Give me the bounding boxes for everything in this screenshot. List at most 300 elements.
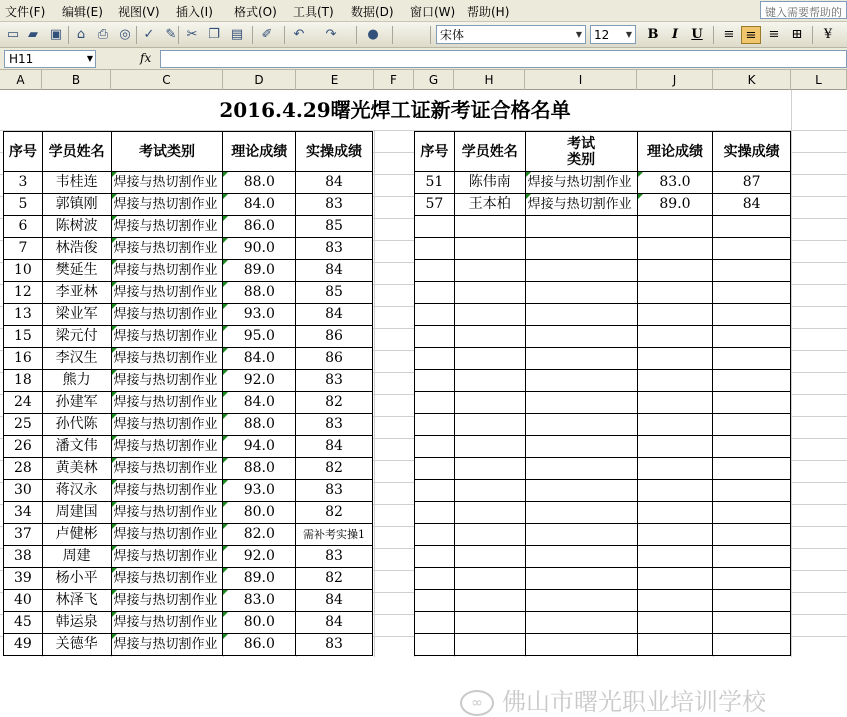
name-cell[interactable] xyxy=(454,348,525,370)
name-cell[interactable]: 梁元付 xyxy=(42,326,111,348)
practical-score-cell[interactable]: 82 xyxy=(296,392,373,414)
column-header-j[interactable]: J xyxy=(637,70,713,90)
seq-cell[interactable]: 12 xyxy=(4,282,43,304)
practical-score-cell[interactable]: 84 xyxy=(296,612,373,634)
exam-type-cell[interactable]: 焊接与热切割作业 xyxy=(525,194,637,216)
name-cell[interactable] xyxy=(454,260,525,282)
theory-score-cell[interactable]: 86.0 xyxy=(223,634,296,656)
theory-score-cell[interactable] xyxy=(637,238,713,260)
menu-item[interactable]: 插入(I) xyxy=(176,5,213,19)
table-row xyxy=(4,348,373,370)
theory-score-cell[interactable]: 88.0 xyxy=(223,282,296,304)
exam-type-cell[interactable] xyxy=(525,590,637,612)
practical-score-cell[interactable] xyxy=(713,348,791,370)
redo-icon[interactable]: ↷ xyxy=(325,27,337,42)
name-cell[interactable] xyxy=(454,414,525,436)
name-cell[interactable]: 韦桂连 xyxy=(42,172,111,194)
theory-score-cell[interactable] xyxy=(637,524,713,546)
column-header-cell[interactable]: 学员姓名 xyxy=(42,132,111,172)
theory-score-cell[interactable] xyxy=(637,502,713,524)
table-row xyxy=(415,634,791,656)
menu-item[interactable]: 窗口(W) xyxy=(410,5,456,19)
theory-score-cell[interactable] xyxy=(637,612,713,634)
name-cell[interactable] xyxy=(454,612,525,634)
practical-score-cell[interactable]: 83 xyxy=(296,370,373,392)
practical-score-cell[interactable]: 87 xyxy=(713,172,791,194)
name-cell[interactable] xyxy=(454,392,525,414)
name-cell[interactable] xyxy=(454,282,525,304)
table-row xyxy=(4,238,373,260)
menu-item[interactable]: 格式(O) xyxy=(234,5,277,19)
gridline-vertical xyxy=(791,90,792,657)
practical-score-cell[interactable] xyxy=(713,304,791,326)
exam-type-cell[interactable] xyxy=(525,304,637,326)
table-row xyxy=(415,216,791,238)
seq-cell[interactable] xyxy=(415,458,455,480)
theory-score-cell[interactable]: 84.0 xyxy=(223,392,296,414)
seq-cell[interactable] xyxy=(415,502,455,524)
name-cell[interactable]: 蒋汉永 xyxy=(42,480,111,502)
print-icon[interactable]: ⎙ xyxy=(97,27,109,42)
seq-cell[interactable]: 28 xyxy=(4,458,43,480)
name-cell[interactable] xyxy=(454,458,525,480)
exam-type-cell[interactable]: 焊接与热切割作业 xyxy=(111,370,223,392)
practical-score-cell[interactable] xyxy=(713,392,791,414)
exam-type-cell[interactable] xyxy=(525,568,637,590)
theory-score-cell[interactable]: 83.0 xyxy=(223,590,296,612)
name-cell[interactable]: 熊力 xyxy=(42,370,111,392)
theory-score-cell[interactable] xyxy=(637,568,713,590)
column-header-b[interactable]: B xyxy=(42,70,111,90)
practical-score-cell[interactable] xyxy=(713,414,791,436)
practical-score-cell[interactable] xyxy=(713,260,791,282)
name-cell[interactable] xyxy=(454,546,525,568)
practical-score-cell[interactable]: 82 xyxy=(296,502,373,524)
font-size-select[interactable] xyxy=(590,25,636,44)
underline-button[interactable]: U xyxy=(691,27,703,42)
seq-cell[interactable] xyxy=(415,524,455,546)
exam-type-cell[interactable]: 焊接与热切割作业 xyxy=(111,546,223,568)
table-row xyxy=(4,612,373,634)
column-header-cell[interactable]: 考试类别 xyxy=(111,132,223,172)
seq-cell[interactable]: 3 xyxy=(4,172,43,194)
seq-cell[interactable]: 5 xyxy=(4,194,43,216)
name-cell[interactable]: 周建国 xyxy=(42,502,111,524)
exam-type-cell[interactable]: 焊接与热切割作业 xyxy=(111,172,223,194)
menu-item[interactable]: 帮助(H) xyxy=(467,5,510,19)
column-header-cell[interactable]: 实操成绩 xyxy=(296,132,373,172)
exam-type-cell[interactable]: 焊接与热切割作业 xyxy=(111,458,223,480)
name-cell[interactable] xyxy=(454,480,525,502)
theory-score-cell[interactable]: 84.0 xyxy=(223,194,296,216)
exam-type-cell[interactable]: 焊接与热切割作业 xyxy=(111,590,223,612)
theory-score-cell[interactable]: 90.0 xyxy=(223,238,296,260)
theory-score-cell[interactable]: 88.0 xyxy=(223,414,296,436)
seq-cell[interactable] xyxy=(415,238,455,260)
save-icon[interactable]: ▣ xyxy=(49,27,63,42)
seq-cell[interactable]: 57 xyxy=(415,194,455,216)
seq-cell[interactable]: 6 xyxy=(4,216,43,238)
table-row xyxy=(415,524,791,546)
align-left-icon[interactable]: ≡ xyxy=(723,27,735,42)
column-header-h[interactable]: H xyxy=(454,70,525,90)
exam-type-cell[interactable] xyxy=(525,260,637,282)
name-cell[interactable] xyxy=(454,502,525,524)
toolbar-separator xyxy=(252,26,253,44)
seq-cell[interactable] xyxy=(415,414,455,436)
exam-type-cell[interactable] xyxy=(525,282,637,304)
exam-type-cell[interactable]: 焊接与热切割作业 xyxy=(111,304,223,326)
theory-score-cell[interactable] xyxy=(637,546,713,568)
seq-cell[interactable] xyxy=(415,216,455,238)
practical-score-cell[interactable] xyxy=(713,458,791,480)
seq-cell[interactable] xyxy=(415,568,455,590)
practical-score-cell[interactable]: 84 xyxy=(296,590,373,612)
worksheet[interactable] xyxy=(0,90,847,716)
name-cell[interactable] xyxy=(454,590,525,612)
name-cell[interactable]: 李亚林 xyxy=(42,282,111,304)
practical-score-cell[interactable] xyxy=(713,590,791,612)
practical-score-cell[interactable]: 86 xyxy=(296,326,373,348)
exam-type-cell[interactable]: 焊接与热切割作业 xyxy=(111,216,223,238)
practical-score-cell[interactable]: 83 xyxy=(296,634,373,656)
theory-score-cell[interactable]: 86.0 xyxy=(223,216,296,238)
theory-score-cell[interactable]: 93.0 xyxy=(223,480,296,502)
function-icon[interactable]: fx xyxy=(140,51,152,65)
name-cell[interactable] xyxy=(454,326,525,348)
column-header-e[interactable]: E xyxy=(296,70,374,90)
practical-score-cell[interactable]: 84 xyxy=(296,436,373,458)
name-cell[interactable]: 韩运泉 xyxy=(42,612,111,634)
seq-cell[interactable]: 7 xyxy=(4,238,43,260)
column-header-cell[interactable]: 序号 xyxy=(4,132,43,172)
exam-type-cell[interactable] xyxy=(525,348,637,370)
exam-type-cell[interactable] xyxy=(525,370,637,392)
practical-score-cell[interactable]: 85 xyxy=(296,216,373,238)
practical-score-cell[interactable] xyxy=(713,238,791,260)
exam-type-cell[interactable]: 焊接与热切割作业 xyxy=(111,260,223,282)
seq-cell[interactable]: 51 xyxy=(415,172,455,194)
seq-cell[interactable] xyxy=(415,370,455,392)
seq-cell[interactable] xyxy=(415,546,455,568)
name-cell[interactable] xyxy=(454,524,525,546)
practical-score-cell[interactable]: 84 xyxy=(296,172,373,194)
seq-cell[interactable]: 49 xyxy=(4,634,43,656)
exam-type-cell[interactable] xyxy=(525,480,637,502)
exam-type-cell[interactable] xyxy=(525,634,637,656)
seq-cell[interactable]: 16 xyxy=(4,348,43,370)
seq-cell[interactable] xyxy=(415,326,455,348)
practical-score-cell[interactable] xyxy=(713,436,791,458)
column-header-cell[interactable]: 实操成绩 xyxy=(713,132,791,172)
name-cell[interactable]: 王本柏 xyxy=(454,194,525,216)
seq-cell[interactable]: 15 xyxy=(4,326,43,348)
formula-input[interactable] xyxy=(160,50,847,68)
name-cell[interactable]: 孙代陈 xyxy=(42,414,111,436)
name-cell[interactable] xyxy=(454,238,525,260)
practical-score-cell[interactable] xyxy=(713,568,791,590)
menu-bar xyxy=(0,0,847,22)
theory-score-cell[interactable] xyxy=(637,634,713,656)
seq-cell[interactable] xyxy=(415,260,455,282)
paste-icon[interactable]: ▤ xyxy=(230,27,244,42)
exam-type-cell[interactable]: 焊接与热切割作业 xyxy=(111,238,223,260)
exam-type-cell[interactable]: 焊接与热切割作业 xyxy=(111,282,223,304)
theory-score-cell[interactable]: 95.0 xyxy=(223,326,296,348)
exam-type-cell[interactable]: 焊接与热切割作业 xyxy=(111,326,223,348)
help-search-input[interactable]: 键入需要帮助的 xyxy=(760,1,847,19)
column-header-g[interactable]: G xyxy=(414,70,454,90)
column-header-i[interactable]: I xyxy=(525,70,637,90)
seq-cell[interactable]: 10 xyxy=(4,260,43,282)
seq-cell[interactable]: 34 xyxy=(4,502,43,524)
name-cell[interactable]: 关德华 xyxy=(42,634,111,656)
practical-score-cell[interactable]: 86 xyxy=(296,348,373,370)
practical-score-cell[interactable]: 83 xyxy=(296,238,373,260)
seq-cell[interactable] xyxy=(415,304,455,326)
column-header-d[interactable]: D xyxy=(223,70,296,90)
menu-item[interactable]: 视图(V) xyxy=(118,5,160,19)
theory-score-cell[interactable] xyxy=(637,326,713,348)
practical-score-cell[interactable]: 84 xyxy=(296,260,373,282)
name-cell[interactable]: 陈树波 xyxy=(42,216,111,238)
seq-cell[interactable]: 25 xyxy=(4,414,43,436)
bold-button[interactable]: B xyxy=(647,27,659,42)
column-header-cell[interactable]: 学员姓名 xyxy=(454,132,525,172)
theory-score-cell[interactable] xyxy=(637,260,713,282)
exam-type-cell[interactable]: 焊接与热切割作业 xyxy=(111,634,223,656)
seq-cell[interactable]: 13 xyxy=(4,304,43,326)
currency-icon[interactable]: ¥ xyxy=(823,27,833,42)
practical-score-cell[interactable]: 85 xyxy=(296,282,373,304)
exam-type-cell[interactable] xyxy=(525,458,637,480)
theory-score-cell[interactable]: 84.0 xyxy=(223,348,296,370)
exam-type-cell[interactable]: 焊接与热切割作业 xyxy=(111,348,223,370)
theory-score-cell[interactable]: 92.0 xyxy=(223,370,296,392)
name-cell[interactable]: 潘文伟 xyxy=(42,436,111,458)
exam-type-cell[interactable]: 焊接与热切割作业 xyxy=(111,480,223,502)
name-cell[interactable] xyxy=(454,634,525,656)
seq-cell[interactable]: 39 xyxy=(4,568,43,590)
theory-score-cell[interactable] xyxy=(637,414,713,436)
theory-score-cell[interactable] xyxy=(637,458,713,480)
name-cell[interactable] xyxy=(454,304,525,326)
seq-cell[interactable] xyxy=(415,392,455,414)
seq-cell[interactable]: 45 xyxy=(4,612,43,634)
seq-cell[interactable] xyxy=(415,590,455,612)
theory-score-cell[interactable]: 94.0 xyxy=(223,436,296,458)
theory-score-cell[interactable]: 88.0 xyxy=(223,172,296,194)
practical-score-cell[interactable] xyxy=(713,216,791,238)
name-box[interactable] xyxy=(4,50,96,68)
name-cell[interactable]: 李汉生 xyxy=(42,348,111,370)
name-cell[interactable]: 郭镇刚 xyxy=(42,194,111,216)
toolbar xyxy=(0,22,847,48)
theory-score-cell[interactable] xyxy=(637,282,713,304)
seq-cell[interactable]: 37 xyxy=(4,524,43,546)
italic-button[interactable]: I xyxy=(671,27,679,42)
theory-score-cell[interactable]: 83.0 xyxy=(637,172,713,194)
cut-icon[interactable]: ✂ xyxy=(186,27,198,42)
merge-center-icon[interactable]: ⊞ xyxy=(791,27,803,42)
seq-cell[interactable] xyxy=(415,348,455,370)
align-right-icon[interactable]: ≡ xyxy=(768,27,780,42)
table-row xyxy=(415,172,791,194)
exam-type-cell[interactable]: 焊接与热切割作业 xyxy=(111,612,223,634)
seq-cell[interactable] xyxy=(415,282,455,304)
toolbar-separator xyxy=(812,26,813,44)
practical-score-cell[interactable]: 83 xyxy=(296,546,373,568)
name-cell[interactable]: 卢健彬 xyxy=(42,524,111,546)
align-center-icon[interactable]: ≡ xyxy=(741,26,761,44)
column-header-k[interactable]: K xyxy=(713,70,791,90)
practical-score-cell[interactable] xyxy=(713,370,791,392)
practical-score-cell[interactable]: 83 xyxy=(296,480,373,502)
seq-cell[interactable] xyxy=(415,612,455,634)
table-row xyxy=(4,370,373,392)
undo-icon[interactable]: ↶ xyxy=(293,27,305,42)
practical-score-cell[interactable] xyxy=(713,480,791,502)
seq-cell[interactable]: 30 xyxy=(4,480,43,502)
theory-score-cell[interactable] xyxy=(637,392,713,414)
theory-score-cell[interactable]: 88.0 xyxy=(223,458,296,480)
practical-score-cell[interactable]: 82 xyxy=(296,568,373,590)
column-header-cell[interactable]: 序号 xyxy=(415,132,455,172)
theory-score-cell[interactable]: 93.0 xyxy=(223,304,296,326)
name-cell[interactable] xyxy=(454,436,525,458)
hyperlink-icon[interactable]: ● xyxy=(367,27,379,42)
theory-score-cell[interactable] xyxy=(637,304,713,326)
column-header-c[interactable]: C xyxy=(111,70,223,90)
table-header-row xyxy=(415,132,791,172)
menu-item[interactable]: 工具(T) xyxy=(293,5,334,19)
exam-type-cell[interactable] xyxy=(525,326,637,348)
seq-cell[interactable] xyxy=(415,480,455,502)
practical-score-cell[interactable] xyxy=(713,502,791,524)
table-row xyxy=(415,414,791,436)
theory-score-cell[interactable]: 89.0 xyxy=(223,260,296,282)
theory-score-cell[interactable] xyxy=(637,480,713,502)
exam-type-cell[interactable]: 焊接与热切割作业 xyxy=(525,172,637,194)
exam-type-cell[interactable]: 焊接与热切割作业 xyxy=(111,502,223,524)
exam-type-cell[interactable] xyxy=(525,436,637,458)
research-icon[interactable]: ✎ xyxy=(165,27,177,42)
menu-item[interactable]: 数据(D) xyxy=(351,5,394,19)
practical-score-cell[interactable]: 需补考实操1 xyxy=(296,524,373,546)
name-cell[interactable]: 樊延生 xyxy=(42,260,111,282)
name-cell[interactable]: 杨小平 xyxy=(42,568,111,590)
practical-score-cell[interactable] xyxy=(713,282,791,304)
exam-type-cell[interactable] xyxy=(525,546,637,568)
theory-score-cell[interactable] xyxy=(637,216,713,238)
name-cell[interactable] xyxy=(454,370,525,392)
theory-score-cell[interactable] xyxy=(637,348,713,370)
theory-score-cell[interactable] xyxy=(637,590,713,612)
theory-score-cell[interactable]: 80.0 xyxy=(223,612,296,634)
exam-type-cell[interactable]: 焊接与热切割作业 xyxy=(111,436,223,458)
seq-cell[interactable]: 38 xyxy=(4,546,43,568)
copy-icon[interactable]: ❐ xyxy=(208,27,220,42)
exam-type-cell[interactable] xyxy=(525,524,637,546)
name-cell[interactable]: 梁业军 xyxy=(42,304,111,326)
column-header-cell[interactable]: 理论成绩 xyxy=(637,132,713,172)
seq-cell[interactable]: 18 xyxy=(4,370,43,392)
column-header-cell[interactable]: 考试 类别 xyxy=(525,132,637,172)
exam-type-cell[interactable] xyxy=(525,502,637,524)
name-cell[interactable]: 孙建军 xyxy=(42,392,111,414)
practical-score-cell[interactable]: 83 xyxy=(296,194,373,216)
menu-item[interactable]: 文件(F) xyxy=(5,5,46,19)
column-header-l[interactable]: L xyxy=(791,70,847,90)
name-cell[interactable] xyxy=(454,216,525,238)
toolbar-separator xyxy=(136,26,137,44)
seq-cell[interactable]: 40 xyxy=(4,590,43,612)
practical-score-cell[interactable] xyxy=(713,326,791,348)
table-row xyxy=(415,480,791,502)
theory-score-cell[interactable]: 82.0 xyxy=(223,524,296,546)
seq-cell[interactable]: 26 xyxy=(4,436,43,458)
name-cell[interactable]: 黄美林 xyxy=(42,458,111,480)
chevron-down-icon: ▼ xyxy=(625,30,633,39)
practical-score-cell[interactable] xyxy=(713,524,791,546)
spelling-icon[interactable]: ✓ xyxy=(143,27,155,42)
toolbar-separator xyxy=(68,26,69,44)
print-preview-icon[interactable]: ◎ xyxy=(119,27,131,42)
format-painter-icon[interactable]: ✐ xyxy=(261,27,273,42)
name-cell[interactable]: 周建 xyxy=(42,546,111,568)
exam-type-cell[interactable] xyxy=(525,392,637,414)
menu-item[interactable]: 编辑(E) xyxy=(62,5,103,19)
theory-score-cell[interactable]: 92.0 xyxy=(223,546,296,568)
exam-type-cell[interactable] xyxy=(525,612,637,634)
theory-score-cell[interactable]: 89.0 xyxy=(637,194,713,216)
seq-cell[interactable] xyxy=(415,436,455,458)
name-cell[interactable] xyxy=(454,568,525,590)
theory-score-cell[interactable] xyxy=(637,436,713,458)
column-header-f[interactable]: F xyxy=(374,70,414,90)
theory-score-cell[interactable] xyxy=(637,370,713,392)
name-cell[interactable]: 林泽飞 xyxy=(42,590,111,612)
practical-score-cell[interactable]: 83 xyxy=(296,414,373,436)
exam-type-cell[interactable] xyxy=(525,216,637,238)
name-cell[interactable]: 林浩俊 xyxy=(42,238,111,260)
font-name-select[interactable] xyxy=(436,25,586,44)
seq-cell[interactable]: 24 xyxy=(4,392,43,414)
exam-type-cell[interactable]: 焊接与热切割作业 xyxy=(111,392,223,414)
exam-type-cell[interactable]: 焊接与热切割作业 xyxy=(111,568,223,590)
exam-type-cell[interactable] xyxy=(525,414,637,436)
column-header-a[interactable]: A xyxy=(0,70,42,90)
seq-cell[interactable] xyxy=(415,634,455,656)
new-icon[interactable]: ▭ xyxy=(6,27,20,42)
exam-type-cell[interactable]: 焊接与热切割作业 xyxy=(111,524,223,546)
practical-score-cell[interactable] xyxy=(713,546,791,568)
practical-score-cell[interactable] xyxy=(713,612,791,634)
practical-score-cell[interactable]: 82 xyxy=(296,458,373,480)
theory-score-cell[interactable]: 80.0 xyxy=(223,502,296,524)
exam-type-cell[interactable]: 焊接与热切割作业 xyxy=(111,414,223,436)
practical-score-cell[interactable] xyxy=(713,634,791,656)
practical-score-cell[interactable]: 84 xyxy=(296,304,373,326)
practical-score-cell[interactable]: 84 xyxy=(713,194,791,216)
exam-type-cell[interactable] xyxy=(525,238,637,260)
name-cell[interactable]: 陈伟南 xyxy=(454,172,525,194)
permission-icon[interactable]: ⌂ xyxy=(76,27,86,42)
column-header-cell[interactable]: 理论成绩 xyxy=(223,132,296,172)
theory-score-cell[interactable]: 89.0 xyxy=(223,568,296,590)
exam-type-cell[interactable]: 焊接与热切割作业 xyxy=(111,194,223,216)
open-icon[interactable]: ▰ xyxy=(28,27,38,42)
